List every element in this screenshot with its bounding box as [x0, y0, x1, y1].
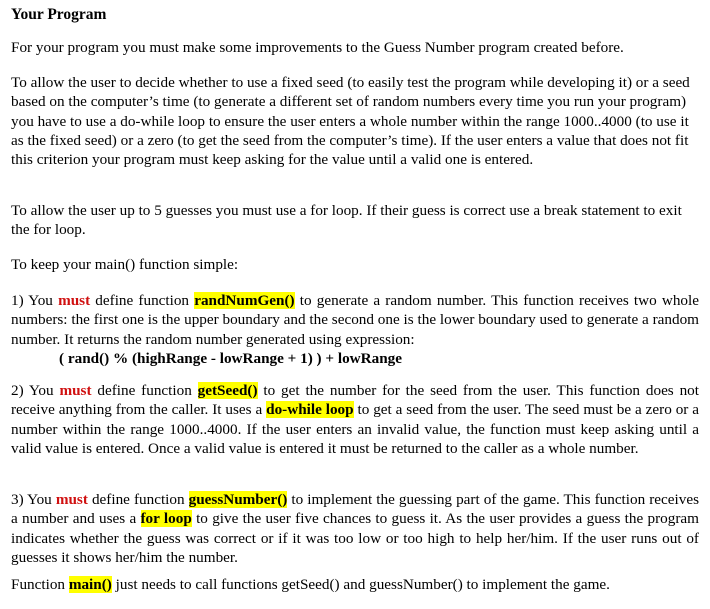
item-3-loop: for loop — [140, 510, 192, 528]
item-3-must: must — [55, 491, 88, 508]
item-3 — [11, 490, 699, 567]
guesses-paragraph: To allow the user up to 5 guesses you must use a for loop. If their guess is correct use a break statement to exit the for loop. — [11, 202, 682, 239]
final-prefix: Function — [11, 576, 69, 593]
item-3-function-name: guessNumber() — [188, 491, 288, 508]
heading: Your Program — [11, 6, 107, 23]
item-2-rest-2: to get a seed from the user. The seed must be a zero or a number within the range 1000..4000. If the user enters an invalid value, the function must keep asking until a valid value is entered. Once a valid value is entered it must be returned to the caller as a whole number. — [11, 401, 699, 457]
intro-paragraph: For your program you must make some improvements to the Guess Number program created before. — [11, 39, 624, 56]
final-function-name: main() — [68, 576, 112, 593]
item-2-rest-1: to get the number for the seed from the user. This function does not receive anything from the caller. It uses a — [11, 382, 699, 419]
item-2-must: must — [59, 382, 92, 399]
item-1-prefix: 1) You — [11, 292, 59, 309]
item-2 — [11, 381, 699, 458]
final-paragraph — [11, 575, 699, 594]
item-1-function-name: randNumGen() — [194, 292, 295, 309]
item-2-mid: define function — [91, 382, 198, 399]
item-1-mid: define function — [90, 292, 195, 309]
item-1-text — [11, 291, 699, 349]
item-1-rest: to generate a random number. This function receives two whole numbers: the first one is the upper boundary and the second one is the lower boundary used to generate a random number. It returns the random number generated using expression: — [11, 292, 699, 348]
seed-paragraph: To allow the user to decide whether to use a fixed seed (to easily test the program while developing it) or a seed based on the computer’s time (to generate a different set of random numbers every time you run your program) you have to use a do-while loop to ensure the user enters a whole number within the range 1000..4000 (to use it as the fixed seed) or a zero (to get the seed from the computer’s time). If the user enters a value that does not fit this criterion your program must keep asking for the value until a valid one is entered. — [11, 74, 690, 169]
main-simple-paragraph: To keep your main() function simple: — [11, 256, 239, 273]
item-2-function-name: getSeed() — [197, 382, 258, 399]
formula: ( rand() % (highRange - lowRange + 1) ) + lowRange — [59, 349, 402, 367]
item-2-loop: do-while loop — [266, 401, 354, 419]
item-2-prefix: 2) You — [11, 382, 60, 399]
item-3-mid: define function — [87, 491, 189, 508]
item-1 — [11, 291, 699, 368]
item-3-rest-1: to implement the guessing part of the game. This function receives a number and uses a — [11, 491, 699, 528]
item-3-prefix: 3) You — [11, 491, 56, 508]
final-rest: just needs to call functions getSeed() and guessNumber() to implement the game. — [111, 576, 610, 593]
item-3-rest-2: to give the user five chances to guess it. As the user provides a guess the program indicates whether the guess was correct or if it was too low or too high to help her/him. If the user runs out of guesses it shows her/him the number. — [11, 510, 699, 566]
item-1-must: must — [58, 292, 91, 309]
